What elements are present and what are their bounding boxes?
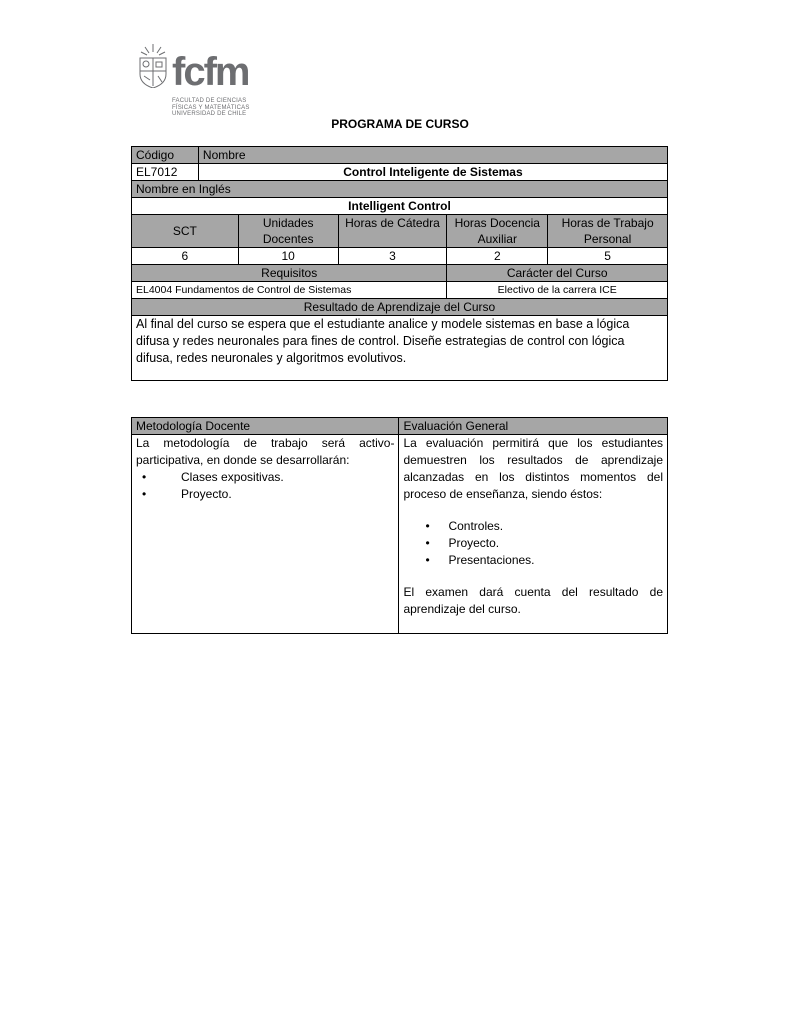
evaluacion-intro: La evaluación permitirá que los estudiantes demuestren los resultados de aprendizaje alcanzadas en los distintos momentos del proceso de enseñanza, siendo éstos: [403, 436, 663, 501]
caracter-label: Carácter del Curso [447, 265, 668, 282]
resultado-text: Al final del curso se espera que el estudiante analice y modele sistemas en base a lógica difusa y redes neuronales para fines de control. Diseñe estrategias de control con lógica difusa, redes neuronales y algoritmos evolutivos. [132, 316, 668, 381]
bullet-icon: • [425, 536, 430, 550]
value-personal: 5 [548, 248, 668, 265]
english-name-label: Nombre en Inglés [132, 181, 668, 198]
methodology-table [131, 417, 668, 634]
metodologia-intro: La metodología de trabajo será activo-participativa, en donde se desarrollarán: [136, 436, 395, 467]
resultado-label: Resultado de Aprendizaje del Curso [132, 299, 668, 316]
english-name: Intelligent Control [132, 198, 668, 215]
page-title: PROGRAMA DE CURSO [331, 117, 469, 131]
caracter-value: Electivo de la carrera ICE [447, 282, 668, 299]
metodologia-label: Metodología Docente [132, 418, 399, 435]
course-name: Control Inteligente de Sistemas [198, 164, 667, 181]
list-item: • Controles. [425, 519, 504, 533]
requisitos-label: Requisitos [132, 265, 447, 282]
value-auxiliar: 2 [447, 248, 548, 265]
value-sct: 6 [132, 248, 239, 265]
bullet-icon: • [425, 553, 430, 567]
list-item: • Proyecto. [142, 487, 232, 501]
bullet-icon: • [425, 519, 430, 533]
list-item: • Proyecto. [425, 536, 500, 550]
nombre-label: Nombre [198, 147, 667, 164]
evaluacion-list [403, 518, 663, 569]
evaluacion-label: Evaluación General [399, 418, 668, 435]
value-unidades: 10 [238, 248, 338, 265]
metodologia-list [136, 469, 394, 503]
header-unidades: Unidades Docentes [238, 215, 338, 248]
requisitos-value: EL4004 Fundamentos de Control de Sistemas [132, 282, 447, 299]
codigo-label: Código [132, 147, 199, 164]
header-auxiliar: Horas Docencia Auxiliar [447, 215, 548, 248]
metodologia-cell [132, 435, 399, 634]
bullet-icon: • [142, 470, 147, 484]
evaluacion-closing: El examen dará cuenta del resultado de aprendizaje del curso. [403, 585, 663, 616]
bullet-icon: • [142, 487, 147, 501]
list-item: • Clases expositivas. [142, 470, 284, 484]
value-catedra: 3 [338, 248, 447, 265]
evaluacion-cell [399, 435, 668, 634]
course-code: EL7012 [132, 164, 199, 181]
header-personal: Horas de Trabajo Personal [548, 215, 668, 248]
university-crest-icon [136, 44, 170, 88]
course-table [131, 146, 668, 381]
header-sct: SCT [132, 215, 239, 248]
fcfm-logo [136, 44, 256, 118]
logo-subtitle: FACULTAD DE CIENCIAS FÍSICAS Y MATEMÁTICAS UNIVERSIDAD DE CHILE [172, 98, 250, 117]
list-item: • Presentaciones. [425, 553, 535, 567]
logo-wordmark: fcfm [172, 50, 249, 94]
header-catedra: Horas de Cátedra [338, 215, 447, 248]
